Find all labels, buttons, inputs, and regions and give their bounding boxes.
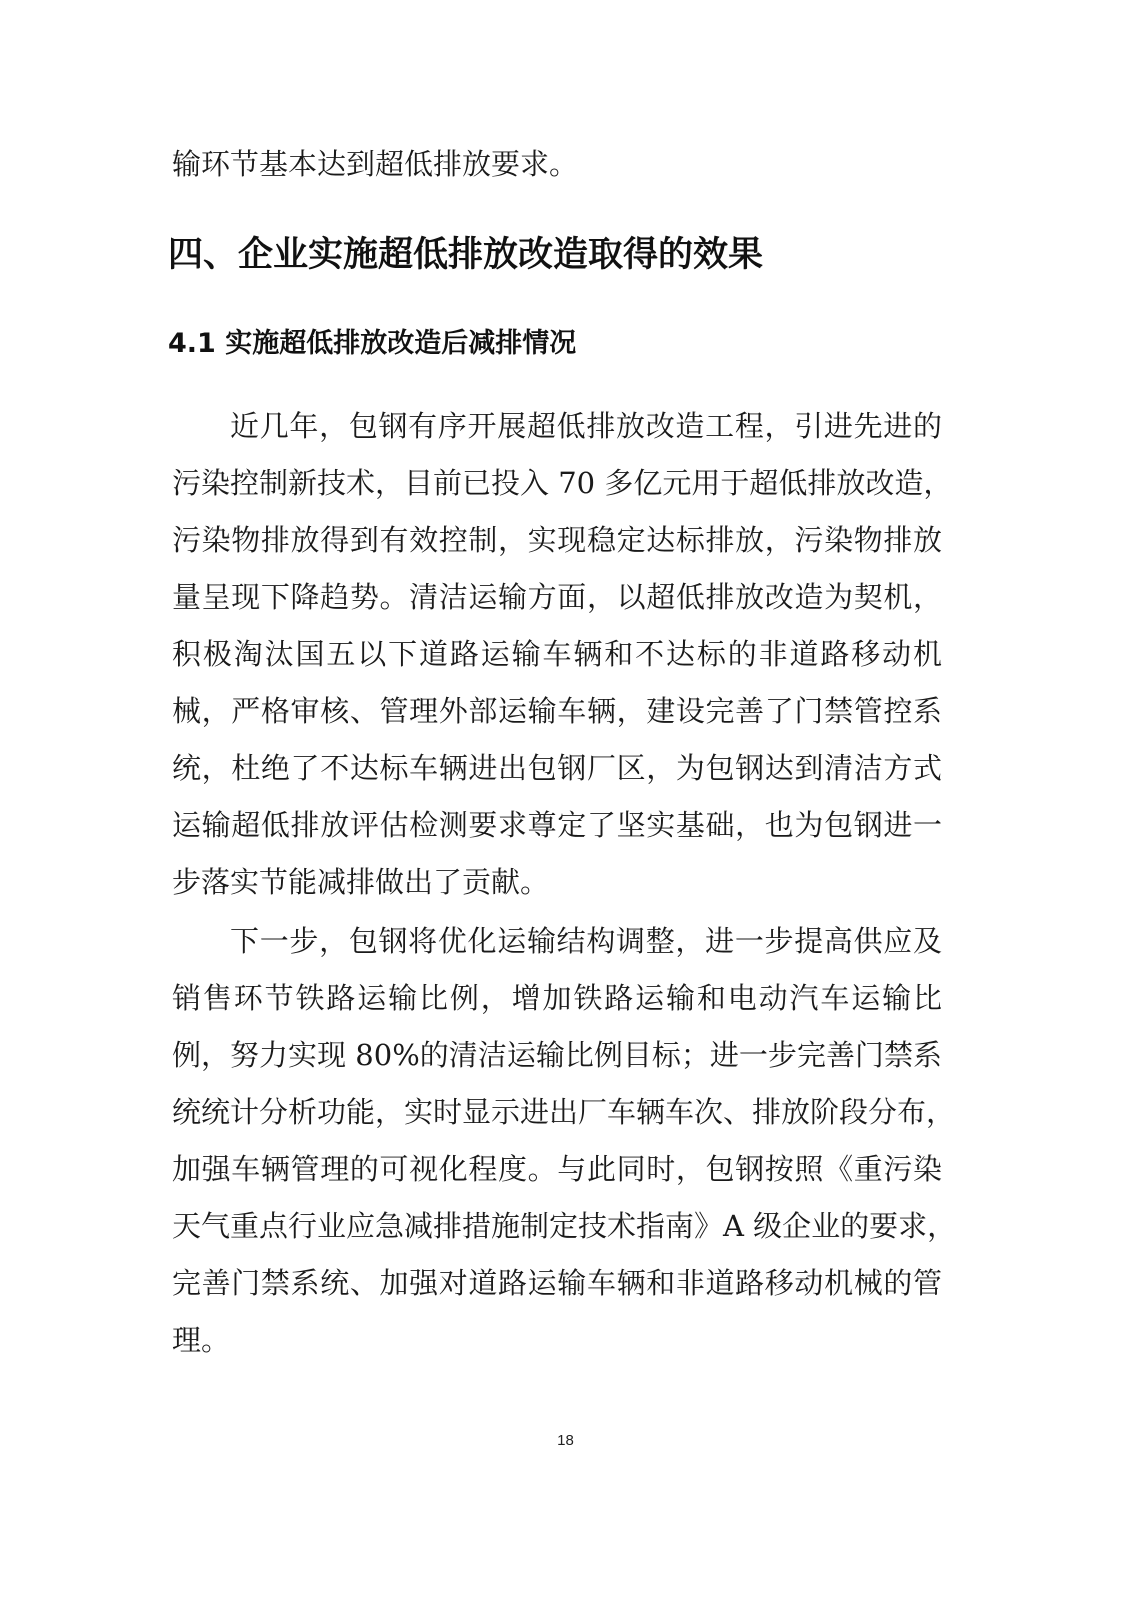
paragraph-line: 下一步，包钢将优化运输结构调整，进一步提高供应及 [230,924,942,958]
paragraph-line: 污染控制新技术，目前已投入 70 多亿元用于超低排放改造， [172,466,953,500]
paragraph-line: 理。 [172,1323,231,1357]
subsection-heading: 4.1 实施超低排放改造后减排情况 [168,328,577,359]
paragraph-line: 近几年，包钢有序开展超低排放改造工程，引进先进的 [230,409,942,443]
paragraph-line: 量呈现下降趋势。清洁运输方面，以超低排放改造为契机， [172,580,942,614]
section-heading: 四、企业实施超低排放改造取得的效果 [168,235,764,275]
body-line-intro: 输环节基本达到超低排放要求。 [172,147,579,181]
paragraph-line: 完善门禁系统、加强对道路运输车辆和非道路移动机械的管 [172,1266,942,1300]
paragraph-line: 天气重点行业应急减排措施制定技术指南》A 级企业的要求， [172,1209,957,1243]
paragraph-line: 运输超低排放评估检测要求尊定了坚实基础，也为包钢进一 [172,808,942,842]
paragraph-line: 污染物排放得到有效控制，实现稳定达标排放，污染物排放 [172,523,942,557]
page-number: 18 [557,1432,574,1449]
paragraph-line: 例，努力实现 80%的清洁运输比例目标；进一步完善门禁系 [172,1038,942,1072]
paragraph-line: 统统计分析功能，实时显示进出厂车辆车次、排放阶段分布， [172,1095,956,1129]
paragraph-line: 积极淘汰国五以下道路运输车辆和不达标的非道路移动机 [172,637,942,671]
paragraph-line: 统，杜绝了不达标车辆进出包钢厂区，为包钢达到清洁方式 [172,751,942,785]
paragraph-line: 械，严格审核、管理外部运输车辆，建设完善了门禁管控系 [172,694,942,728]
paragraph-line: 加强车辆管理的可视化程度。与此同时，包钢按照《重污染 [172,1152,942,1186]
paragraph-line: 步落实节能减排做出了贡献。 [172,865,550,899]
paragraph-line: 销售环节铁路运输比例，增加铁路运输和电动汽车运输比 [172,981,942,1015]
